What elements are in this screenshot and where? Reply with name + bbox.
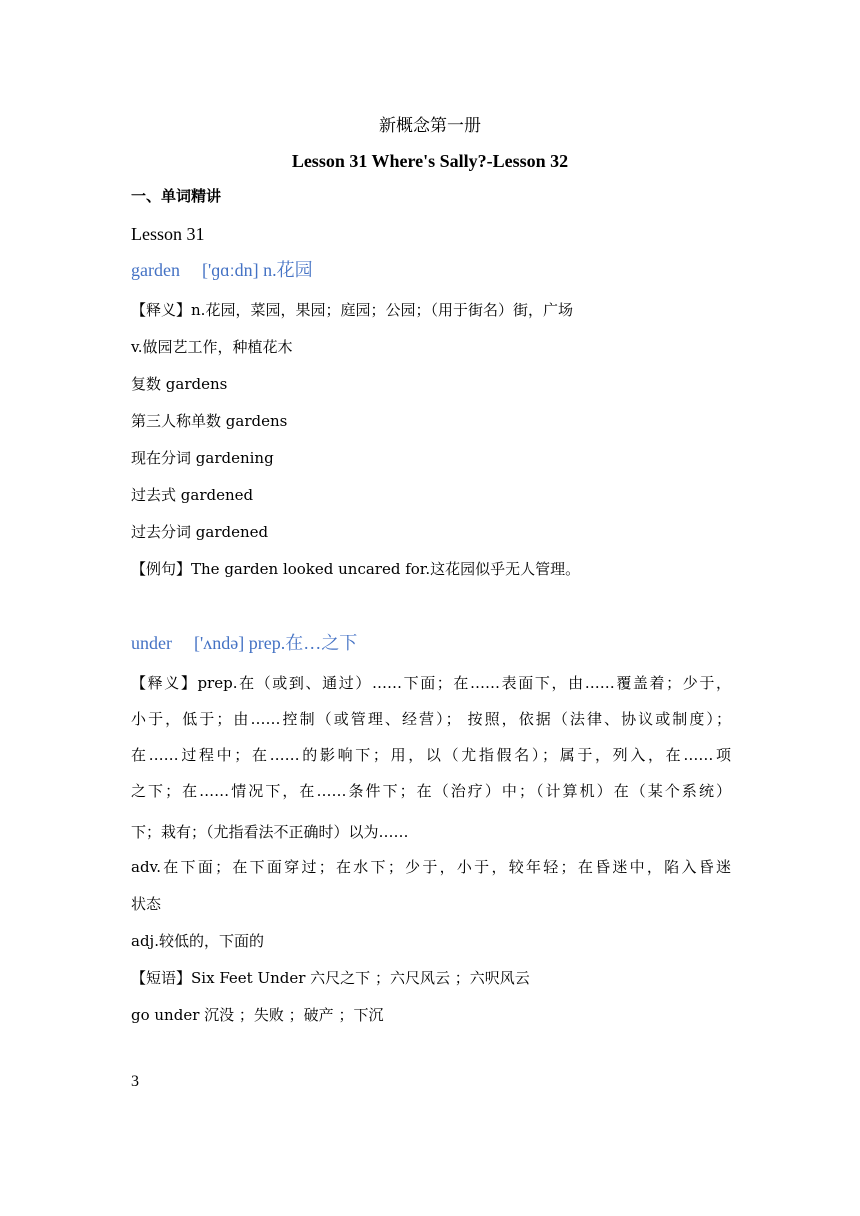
- word-form-present-participle: 现在分词 gardening: [131, 449, 274, 467]
- word-form-plural: 复数 gardens: [131, 375, 228, 393]
- word-form-past-participle: 过去分词 gardened: [131, 523, 269, 541]
- word-garden-phonetic: ['ɡɑːdn] n.花园: [201, 260, 313, 280]
- phrase-text: Six Feet Under 六尺之下 ；六尺风云 ；六呎风云: [191, 969, 530, 987]
- word-form-third-person: 第三人称单数 gardens: [131, 412, 288, 430]
- adverb-definition-line-2: 状态: [131, 895, 162, 913]
- definition-under-line-5: 下；栽有；（尤指看法不正确时）以为……: [131, 823, 409, 841]
- definition-under-line-2: 小于，低于；由……控制（或管理、经营）； 按照，依据（法律、协议或制度）；: [131, 710, 731, 728]
- definition-under-line-3: 在……过程中；在……的影响下；用，以（尤指假名）；属于，列入，在……项: [131, 746, 731, 764]
- phrase-tag: 【短语】: [131, 969, 192, 987]
- adverb-definition-line-1: adv.在下面；在下面穿过；在水下；少于，小于，较年轻；在昏迷中，陷入昏迷: [131, 858, 731, 876]
- definition-under-line-1: [131, 673, 731, 693]
- phrase-under-1: [131, 968, 530, 988]
- word-under-phonetic: ['ʌndə] prep.在…之下: [193, 633, 358, 653]
- definition-tag: 【释义】: [131, 674, 198, 692]
- example-tag: 【例句】: [131, 560, 192, 578]
- phrase-under-2: go under 沉没 ；失败 ；破产 ；下沉: [131, 1006, 384, 1024]
- word-heading-under: [131, 631, 357, 655]
- definition-text: prep.在（或到、通过）……下面；在……表面下，由……覆盖着；少于，: [197, 674, 731, 692]
- lesson-label: Lesson 31: [131, 224, 205, 244]
- definition-garden: [131, 300, 573, 320]
- definition-tag: 【释义】: [131, 301, 192, 319]
- word-heading-garden: [131, 258, 313, 282]
- document-title-english: Lesson 31 Where's Sally?-Lesson 32: [291, 151, 569, 171]
- definition-text: n.花园，菜园，果园；庭园；公园；（用于街名）街，广场: [191, 301, 573, 319]
- word-form-past-tense: 过去式 gardened: [131, 486, 254, 504]
- adjective-definition: adj.较低的，下面的: [131, 932, 264, 950]
- example-garden: [131, 559, 580, 579]
- page-number: 3: [131, 1073, 139, 1090]
- word-under: under: [131, 633, 172, 653]
- document-title-chinese: 新概念第一册: [379, 116, 481, 136]
- word-garden: garden: [131, 260, 180, 280]
- example-text: The garden looked uncared for.这花园似乎无人管理。: [191, 560, 581, 578]
- definition-under-line-4: 之下；在……情况下，在……条件下；在（治疗）中；（计算机）在（某个系统）: [131, 782, 731, 800]
- section-heading: 一、单词精讲: [131, 187, 222, 205]
- verb-definition-garden: v.做园艺工作，种植花木: [131, 338, 293, 356]
